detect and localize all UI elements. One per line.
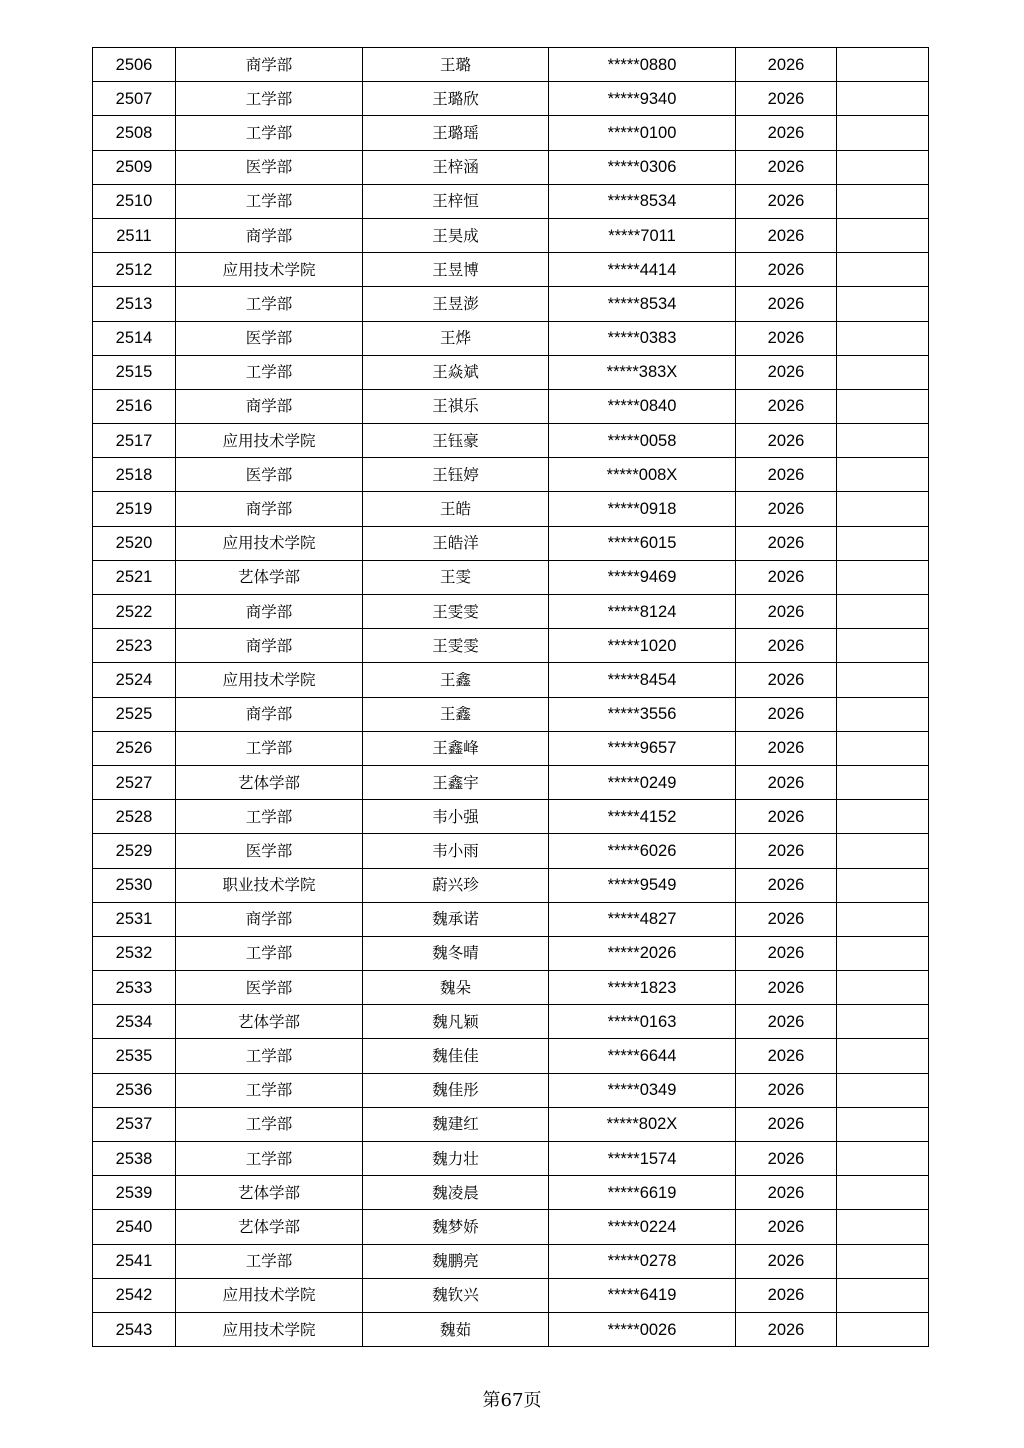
department-cell: 工学部	[176, 1039, 363, 1073]
name-cell: 王鑫宇	[363, 765, 549, 799]
year-cell: 2026	[736, 1278, 837, 1312]
year-cell: 2026	[736, 424, 837, 458]
remark-cell	[837, 902, 929, 936]
department-cell: 应用技术学院	[176, 1278, 363, 1312]
remark-cell	[837, 560, 929, 594]
row-number-cell: 2514	[93, 321, 176, 355]
page-number: 第67页	[482, 1390, 542, 1411]
id-number-cell: *****0163	[549, 1005, 736, 1039]
remark-cell	[837, 1005, 929, 1039]
table-row	[93, 526, 929, 560]
year-cell: 2026	[736, 1073, 837, 1107]
name-cell: 魏钦兴	[363, 1278, 549, 1312]
id-number-cell: *****4827	[549, 902, 736, 936]
department-cell: 工学部	[176, 1107, 363, 1141]
name-cell: 魏梦娇	[363, 1210, 549, 1244]
remark-cell	[837, 1073, 929, 1107]
name-cell: 王钰婷	[363, 458, 549, 492]
name-cell: 王璐欣	[363, 82, 549, 116]
id-number-cell: *****1823	[549, 971, 736, 1005]
name-cell: 韦小强	[363, 800, 549, 834]
row-number-cell: 2520	[93, 526, 176, 560]
row-number-cell: 2530	[93, 868, 176, 902]
year-cell: 2026	[736, 765, 837, 799]
row-number-cell: 2511	[93, 218, 176, 252]
row-number-cell: 2512	[93, 253, 176, 287]
id-number-cell: *****8454	[549, 663, 736, 697]
name-cell: 魏冬晴	[363, 936, 549, 970]
remark-cell	[837, 1210, 929, 1244]
id-number-cell: *****6015	[549, 526, 736, 560]
department-cell: 商学部	[176, 389, 363, 423]
id-number-cell: *****0306	[549, 150, 736, 184]
department-cell: 医学部	[176, 834, 363, 868]
remark-cell	[837, 1244, 929, 1278]
remark-cell	[837, 424, 929, 458]
name-cell: 王皓洋	[363, 526, 549, 560]
row-number-cell: 2543	[93, 1312, 176, 1346]
remark-cell	[837, 116, 929, 150]
id-number-cell: *****0058	[549, 424, 736, 458]
year-cell: 2026	[736, 1176, 837, 1210]
row-number-cell: 2506	[93, 48, 176, 82]
id-number-cell: *****6644	[549, 1039, 736, 1073]
remark-cell	[837, 1312, 929, 1346]
row-number-cell: 2519	[93, 492, 176, 526]
remark-cell	[837, 150, 929, 184]
name-cell: 王梓恒	[363, 184, 549, 218]
department-cell: 工学部	[176, 82, 363, 116]
name-cell: 魏茹	[363, 1312, 549, 1346]
table-row	[93, 936, 929, 970]
remark-cell	[837, 834, 929, 868]
table-row	[93, 731, 929, 765]
row-number-cell: 2534	[93, 1005, 176, 1039]
table-row	[93, 150, 929, 184]
row-number-cell: 2536	[93, 1073, 176, 1107]
row-number-cell: 2523	[93, 629, 176, 663]
remark-cell	[837, 663, 929, 697]
remark-cell	[837, 1278, 929, 1312]
year-cell: 2026	[736, 1005, 837, 1039]
year-cell: 2026	[736, 1142, 837, 1176]
year-cell: 2026	[736, 321, 837, 355]
table-row	[93, 1039, 929, 1073]
department-cell: 工学部	[176, 936, 363, 970]
year-cell: 2026	[736, 560, 837, 594]
id-number-cell: *****0026	[549, 1312, 736, 1346]
table-row	[93, 424, 929, 458]
name-cell: 王昱博	[363, 253, 549, 287]
remark-cell	[837, 253, 929, 287]
table-row	[93, 1073, 929, 1107]
name-cell: 王雯雯	[363, 629, 549, 663]
name-cell: 王祺乐	[363, 389, 549, 423]
department-cell: 商学部	[176, 595, 363, 629]
department-cell: 应用技术学院	[176, 424, 363, 458]
remark-cell	[837, 526, 929, 560]
table-row	[93, 800, 929, 834]
name-cell: 王烨	[363, 321, 549, 355]
name-cell: 王梓涵	[363, 150, 549, 184]
year-cell: 2026	[736, 1312, 837, 1346]
remark-cell	[837, 765, 929, 799]
row-number-cell: 2528	[93, 800, 176, 834]
table-row	[93, 1278, 929, 1312]
department-cell: 商学部	[176, 902, 363, 936]
id-number-cell: *****0383	[549, 321, 736, 355]
row-number-cell: 2509	[93, 150, 176, 184]
table-row	[93, 116, 929, 150]
remark-cell	[837, 731, 929, 765]
remark-cell	[837, 48, 929, 82]
name-cell: 魏朵	[363, 971, 549, 1005]
year-cell: 2026	[736, 629, 837, 663]
remark-cell	[837, 389, 929, 423]
id-number-cell: *****0100	[549, 116, 736, 150]
department-cell: 工学部	[176, 1073, 363, 1107]
row-number-cell: 2539	[93, 1176, 176, 1210]
name-cell: 王璐瑶	[363, 116, 549, 150]
row-number-cell: 2522	[93, 595, 176, 629]
remark-cell	[837, 218, 929, 252]
row-number-cell: 2532	[93, 936, 176, 970]
id-number-cell: *****383X	[549, 355, 736, 389]
row-number-cell: 2531	[93, 902, 176, 936]
row-number-cell: 2527	[93, 765, 176, 799]
roster-table	[92, 47, 929, 1347]
table-row	[93, 1244, 929, 1278]
department-cell: 艺体学部	[176, 765, 363, 799]
name-cell: 王鑫	[363, 663, 549, 697]
department-cell: 应用技术学院	[176, 253, 363, 287]
row-number-cell: 2540	[93, 1210, 176, 1244]
row-number-cell: 2521	[93, 560, 176, 594]
name-cell: 魏力壮	[363, 1142, 549, 1176]
name-cell: 魏佳佳	[363, 1039, 549, 1073]
id-number-cell: *****0249	[549, 765, 736, 799]
row-number-cell: 2537	[93, 1107, 176, 1141]
id-number-cell: *****8124	[549, 595, 736, 629]
id-number-cell: *****8534	[549, 287, 736, 321]
id-number-cell: *****9340	[549, 82, 736, 116]
row-number-cell: 2526	[93, 731, 176, 765]
department-cell: 工学部	[176, 800, 363, 834]
remark-cell	[837, 82, 929, 116]
year-cell: 2026	[736, 971, 837, 1005]
remark-cell	[837, 492, 929, 526]
row-number-cell: 2529	[93, 834, 176, 868]
table-row	[93, 1312, 929, 1346]
id-number-cell: *****9469	[549, 560, 736, 594]
table-row	[93, 629, 929, 663]
table-row	[93, 868, 929, 902]
year-cell: 2026	[736, 697, 837, 731]
id-number-cell: *****9549	[549, 868, 736, 902]
table-row	[93, 253, 929, 287]
year-cell: 2026	[736, 1210, 837, 1244]
row-number-cell: 2525	[93, 697, 176, 731]
department-cell: 商学部	[176, 48, 363, 82]
row-number-cell: 2515	[93, 355, 176, 389]
id-number-cell: *****3556	[549, 697, 736, 731]
remark-cell	[837, 1107, 929, 1141]
row-number-cell: 2542	[93, 1278, 176, 1312]
department-cell: 艺体学部	[176, 1176, 363, 1210]
table-row	[93, 48, 929, 82]
row-number-cell: 2533	[93, 971, 176, 1005]
id-number-cell: *****6619	[549, 1176, 736, 1210]
remark-cell	[837, 355, 929, 389]
row-number-cell: 2518	[93, 458, 176, 492]
table-row	[93, 697, 929, 731]
id-number-cell: *****0880	[549, 48, 736, 82]
name-cell: 魏建红	[363, 1107, 549, 1141]
table-row	[93, 971, 929, 1005]
remark-cell	[837, 1039, 929, 1073]
department-cell: 商学部	[176, 218, 363, 252]
table-row	[93, 765, 929, 799]
department-cell: 应用技术学院	[176, 526, 363, 560]
name-cell: 王鑫	[363, 697, 549, 731]
year-cell: 2026	[736, 48, 837, 82]
department-cell: 艺体学部	[176, 560, 363, 594]
table-row	[93, 663, 929, 697]
remark-cell	[837, 1176, 929, 1210]
table-row	[93, 389, 929, 423]
row-number-cell: 2517	[93, 424, 176, 458]
year-cell: 2026	[736, 492, 837, 526]
row-number-cell: 2541	[93, 1244, 176, 1278]
year-cell: 2026	[736, 936, 837, 970]
remark-cell	[837, 629, 929, 663]
year-cell: 2026	[736, 834, 837, 868]
name-cell: 王雯雯	[363, 595, 549, 629]
row-number-cell: 2516	[93, 389, 176, 423]
id-number-cell: *****4152	[549, 800, 736, 834]
remark-cell	[837, 1142, 929, 1176]
id-number-cell: *****0918	[549, 492, 736, 526]
id-number-cell: *****802X	[549, 1107, 736, 1141]
year-cell: 2026	[736, 800, 837, 834]
remark-cell	[837, 936, 929, 970]
department-cell: 工学部	[176, 116, 363, 150]
year-cell: 2026	[736, 731, 837, 765]
table-row	[93, 492, 929, 526]
id-number-cell: *****0224	[549, 1210, 736, 1244]
department-cell: 艺体学部	[176, 1005, 363, 1039]
name-cell: 王焱斌	[363, 355, 549, 389]
department-cell: 商学部	[176, 492, 363, 526]
table-row	[93, 834, 929, 868]
department-cell: 商学部	[176, 697, 363, 731]
department-cell: 工学部	[176, 1142, 363, 1176]
id-number-cell: *****4414	[549, 253, 736, 287]
year-cell: 2026	[736, 868, 837, 902]
table-row	[93, 287, 929, 321]
table-row	[93, 321, 929, 355]
remark-cell	[837, 697, 929, 731]
row-number-cell: 2535	[93, 1039, 176, 1073]
name-cell: 魏承诺	[363, 902, 549, 936]
roster-table-body	[93, 48, 929, 1347]
row-number-cell: 2513	[93, 287, 176, 321]
department-cell: 工学部	[176, 1244, 363, 1278]
remark-cell	[837, 287, 929, 321]
row-number-cell: 2538	[93, 1142, 176, 1176]
table-row	[93, 355, 929, 389]
department-cell: 医学部	[176, 150, 363, 184]
department-cell: 工学部	[176, 184, 363, 218]
name-cell: 王璐	[363, 48, 549, 82]
name-cell: 魏鹏亮	[363, 1244, 549, 1278]
table-row	[93, 458, 929, 492]
year-cell: 2026	[736, 287, 837, 321]
year-cell: 2026	[736, 595, 837, 629]
table-row	[93, 595, 929, 629]
department-cell: 工学部	[176, 287, 363, 321]
year-cell: 2026	[736, 116, 837, 150]
table-row	[93, 1142, 929, 1176]
year-cell: 2026	[736, 184, 837, 218]
name-cell: 蔚兴珍	[363, 868, 549, 902]
year-cell: 2026	[736, 902, 837, 936]
name-cell: 魏凌晨	[363, 1176, 549, 1210]
year-cell: 2026	[736, 150, 837, 184]
table-row	[93, 1176, 929, 1210]
id-number-cell: *****6026	[549, 834, 736, 868]
year-cell: 2026	[736, 1244, 837, 1278]
department-cell: 艺体学部	[176, 1210, 363, 1244]
row-number-cell: 2510	[93, 184, 176, 218]
department-cell: 医学部	[176, 321, 363, 355]
name-cell: 王鑫峰	[363, 731, 549, 765]
name-cell: 王雯	[363, 560, 549, 594]
id-number-cell: *****1574	[549, 1142, 736, 1176]
remark-cell	[837, 458, 929, 492]
id-number-cell: *****0840	[549, 389, 736, 423]
id-number-cell: *****7011	[549, 218, 736, 252]
id-number-cell: *****9657	[549, 731, 736, 765]
table-row	[93, 184, 929, 218]
id-number-cell: *****008X	[549, 458, 736, 492]
department-cell: 工学部	[176, 355, 363, 389]
department-cell: 职业技术学院	[176, 868, 363, 902]
department-cell: 应用技术学院	[176, 663, 363, 697]
year-cell: 2026	[736, 82, 837, 116]
department-cell: 工学部	[176, 731, 363, 765]
department-cell: 医学部	[176, 458, 363, 492]
table-row	[93, 560, 929, 594]
table-row	[93, 902, 929, 936]
table-row	[93, 1210, 929, 1244]
department-cell: 应用技术学院	[176, 1312, 363, 1346]
table-row	[93, 218, 929, 252]
year-cell: 2026	[736, 253, 837, 287]
row-number-cell: 2524	[93, 663, 176, 697]
id-number-cell: *****0349	[549, 1073, 736, 1107]
remark-cell	[837, 971, 929, 1005]
id-number-cell: *****2026	[549, 936, 736, 970]
name-cell: 韦小雨	[363, 834, 549, 868]
id-number-cell: *****6419	[549, 1278, 736, 1312]
remark-cell	[837, 595, 929, 629]
remark-cell	[837, 184, 929, 218]
year-cell: 2026	[736, 355, 837, 389]
department-cell: 商学部	[176, 629, 363, 663]
name-cell: 王皓	[363, 492, 549, 526]
table-row	[93, 1005, 929, 1039]
table-row	[93, 82, 929, 116]
table-row	[93, 1107, 929, 1141]
id-number-cell: *****8534	[549, 184, 736, 218]
year-cell: 2026	[736, 389, 837, 423]
year-cell: 2026	[736, 663, 837, 697]
year-cell: 2026	[736, 1107, 837, 1141]
name-cell: 王钰豪	[363, 424, 549, 458]
name-cell: 王昱澎	[363, 287, 549, 321]
remark-cell	[837, 800, 929, 834]
year-cell: 2026	[736, 458, 837, 492]
row-number-cell: 2507	[93, 82, 176, 116]
department-cell: 医学部	[176, 971, 363, 1005]
name-cell: 魏凡颖	[363, 1005, 549, 1039]
name-cell: 王昊成	[363, 218, 549, 252]
remark-cell	[837, 321, 929, 355]
id-number-cell: *****0278	[549, 1244, 736, 1278]
remark-cell	[837, 868, 929, 902]
year-cell: 2026	[736, 218, 837, 252]
year-cell: 2026	[736, 526, 837, 560]
row-number-cell: 2508	[93, 116, 176, 150]
id-number-cell: *****1020	[549, 629, 736, 663]
name-cell: 魏佳彤	[363, 1073, 549, 1107]
year-cell: 2026	[736, 1039, 837, 1073]
